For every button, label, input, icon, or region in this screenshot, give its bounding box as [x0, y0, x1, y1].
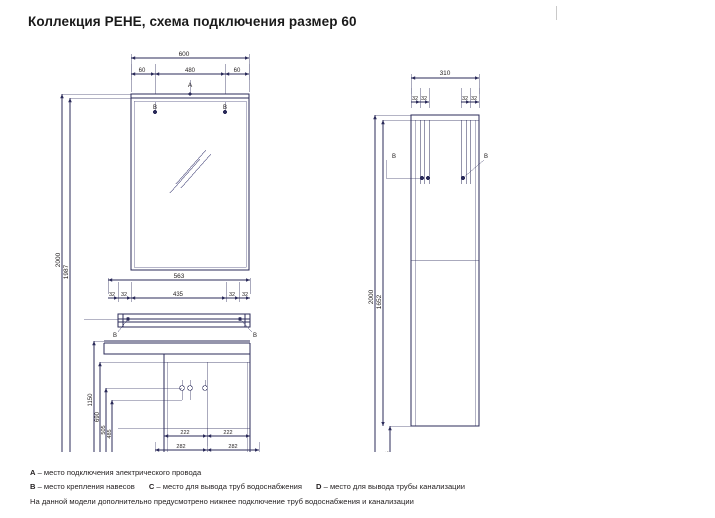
dim-32-e: 32	[411, 96, 419, 102]
legend-d-text: – место для вывода трубы канализации	[321, 482, 466, 491]
dim-1652: 1652	[376, 294, 383, 310]
legend-line-bcd	[30, 482, 465, 491]
dim-32-f: 32	[420, 96, 428, 102]
corner-mark	[556, 6, 557, 20]
dim-282-right: 282	[228, 444, 238, 450]
dim-563: 563	[173, 273, 185, 280]
dim-505: 505	[101, 425, 107, 435]
dim-32-h: 32	[470, 96, 478, 102]
dim-310: 310	[439, 70, 451, 77]
dim-600: 600	[178, 51, 190, 58]
legend-a-text: – место подключения электрического провода	[35, 468, 202, 477]
dim-60-right: 60	[233, 68, 241, 74]
dim-2000-left: 2000	[55, 252, 62, 268]
dim-222-left: 222	[180, 430, 190, 436]
legend-note: На данной модели дополнительно предусмотрено нижнее подключение труб водоснабжения и канализации	[30, 497, 414, 506]
legend-b-text: – место крепления навесов	[35, 482, 135, 491]
dim-480: 480	[184, 68, 196, 74]
mark-b-mirror-left: B	[152, 105, 158, 111]
page-title: Коллекция РЕНЕ, схема подключения размер 60	[28, 14, 357, 29]
dim-2000-right: 2000	[368, 289, 375, 305]
mark-b-column-right: B	[483, 154, 489, 160]
dim-690: 690	[95, 411, 101, 423]
dim-32-b: 32	[120, 292, 128, 298]
legend-b-mark: B	[30, 482, 36, 491]
dim-32-d: 32	[241, 292, 249, 298]
dim-485: 485	[107, 429, 113, 439]
dim-1987: 1987	[63, 264, 70, 280]
legend-line-a	[30, 468, 201, 477]
dim-32-a: 32	[108, 292, 116, 298]
dim-32-g: 32	[461, 96, 469, 102]
dim-306-right	[385, 451, 391, 452]
mark-b-rail-right: B	[252, 333, 258, 339]
mark-a-mirror: A	[187, 82, 193, 89]
technical-drawing	[0, 32, 715, 452]
mark-b-mirror-right: B	[222, 105, 228, 111]
dim-60-left: 60	[138, 68, 146, 74]
legend-c-mark: C	[148, 482, 155, 491]
mark-b-column-left: B	[391, 154, 397, 160]
legend-c-text: – место для вывода труб водоснабжения	[154, 482, 303, 491]
dim-32-c: 32	[228, 292, 236, 298]
legend-d-mark: D	[316, 482, 322, 491]
dim-1150: 1150	[88, 393, 94, 407]
dim-282-left: 282	[176, 444, 186, 450]
dim-435: 435	[172, 292, 184, 298]
dim-222-right: 222	[223, 430, 233, 436]
legend-a-mark: A	[30, 468, 36, 477]
mark-b-rail-left: B	[112, 333, 118, 339]
